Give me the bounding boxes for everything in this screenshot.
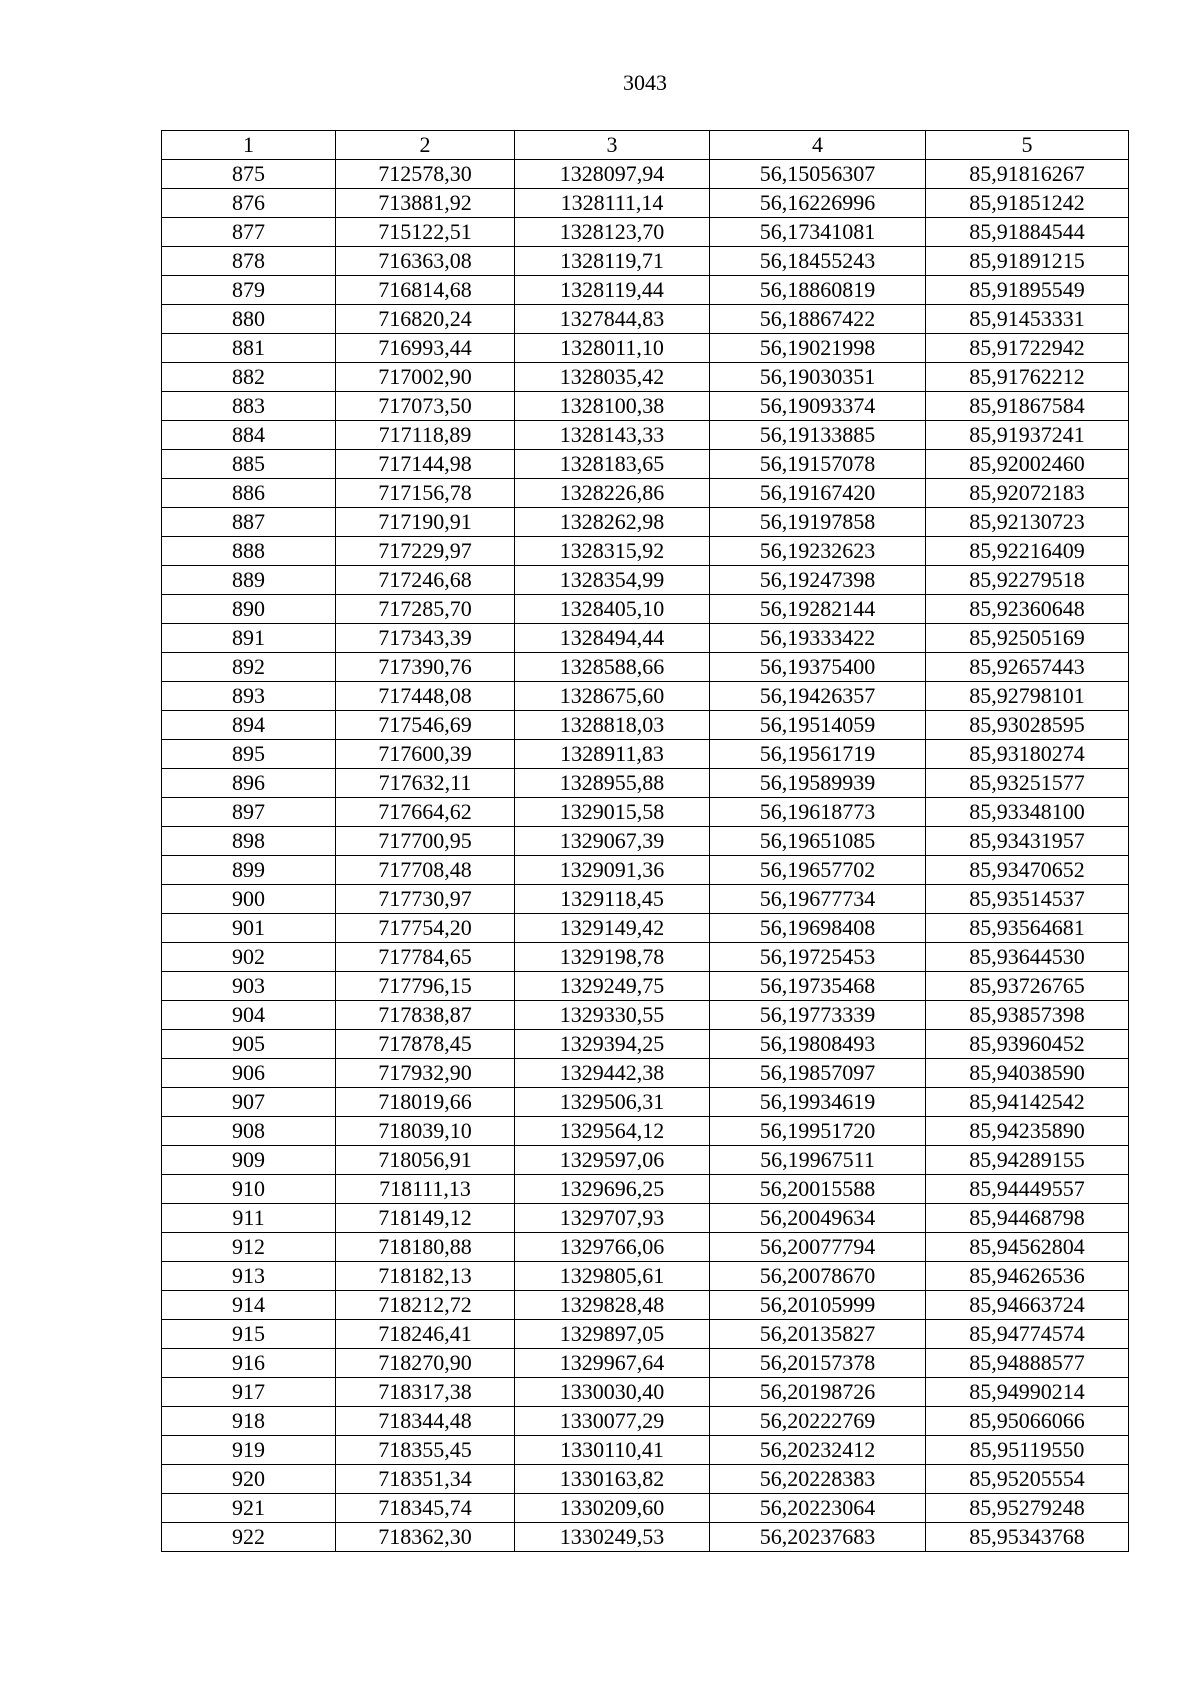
table-row — [162, 798, 1129, 827]
table-cell-col-5: 85,91891215 — [926, 247, 1129, 276]
table-cell-col-1: 884 — [162, 421, 336, 450]
table-cell-col-4: 56,19651085 — [710, 827, 926, 856]
table-row — [162, 1088, 1129, 1117]
table-cell-col-5: 85,93726765 — [926, 972, 1129, 1001]
table-cell-col-3: 1328315,92 — [515, 537, 710, 566]
table-cell-col-1: 879 — [162, 276, 336, 305]
table-cell-col-2: 718149,12 — [336, 1204, 515, 1233]
table-cell-col-2: 717190,91 — [336, 508, 515, 537]
table-cell-col-2: 717664,62 — [336, 798, 515, 827]
table-cell-col-3: 1329707,93 — [515, 1204, 710, 1233]
table-cell-col-4: 56,19426357 — [710, 682, 926, 711]
table-cell-col-4: 56,19514059 — [710, 711, 926, 740]
table-cell-col-3: 1329597,06 — [515, 1146, 710, 1175]
table-cell-col-2: 715122,51 — [336, 218, 515, 247]
table-cell-col-3: 1328354,99 — [515, 566, 710, 595]
table-cell-col-3: 1328143,33 — [515, 421, 710, 450]
table-row — [162, 856, 1129, 885]
table-cell-col-3: 1328262,98 — [515, 508, 710, 537]
page-number: 3043 — [623, 70, 667, 95]
table-cell-col-4: 56,19951720 — [710, 1117, 926, 1146]
table-cell-col-5: 85,91895549 — [926, 276, 1129, 305]
table-cell-col-2: 718344,48 — [336, 1407, 515, 1436]
table-row — [162, 653, 1129, 682]
table-cell-col-2: 717285,70 — [336, 595, 515, 624]
table-cell-col-5: 85,94468798 — [926, 1204, 1129, 1233]
table-cell-col-1: 895 — [162, 740, 336, 769]
table-cell-col-4: 56,19657702 — [710, 856, 926, 885]
table-cell-col-4: 56,19725453 — [710, 943, 926, 972]
table-cell-col-3: 1329198,78 — [515, 943, 710, 972]
table-cell-col-4: 56,19677734 — [710, 885, 926, 914]
table-row — [162, 711, 1129, 740]
table-cell-col-1: 911 — [162, 1204, 336, 1233]
column-header-4: 4 — [710, 131, 926, 160]
table-cell-col-3: 1329967,64 — [515, 1349, 710, 1378]
table-row — [162, 827, 1129, 856]
table-cell-col-2: 717246,68 — [336, 566, 515, 595]
table-cell-col-4: 56,20228383 — [710, 1465, 926, 1494]
table-cell-col-4: 56,19773339 — [710, 1001, 926, 1030]
table-cell-col-3: 1328111,14 — [515, 189, 710, 218]
table-cell-col-1: 897 — [162, 798, 336, 827]
table-cell-col-2: 717878,45 — [336, 1030, 515, 1059]
table-cell-col-3: 1329067,39 — [515, 827, 710, 856]
table-cell-col-5: 85,94235890 — [926, 1117, 1129, 1146]
table-cell-col-2: 717932,90 — [336, 1059, 515, 1088]
table-cell-col-4: 56,20222769 — [710, 1407, 926, 1436]
table-row — [162, 1233, 1129, 1262]
table-cell-col-5: 85,91867584 — [926, 392, 1129, 421]
table-cell-col-5: 85,93857398 — [926, 1001, 1129, 1030]
table-cell-col-5: 85,92130723 — [926, 508, 1129, 537]
coordinates-table — [161, 130, 1129, 1552]
table-cell-col-5: 85,92216409 — [926, 537, 1129, 566]
table-cell-col-2: 718182,13 — [336, 1262, 515, 1291]
table-cell-col-1: 904 — [162, 1001, 336, 1030]
table-row — [162, 1175, 1129, 1204]
table-cell-col-5: 85,92002460 — [926, 450, 1129, 479]
table-cell-col-2: 717144,98 — [336, 450, 515, 479]
table-cell-col-3: 1328588,66 — [515, 653, 710, 682]
table-cell-col-1: 900 — [162, 885, 336, 914]
table-cell-col-2: 712578,30 — [336, 160, 515, 189]
column-header-1: 1 — [162, 131, 336, 160]
table-cell-col-5: 85,91851242 — [926, 189, 1129, 218]
table-cell-col-2: 717229,97 — [336, 537, 515, 566]
table-cell-col-1: 913 — [162, 1262, 336, 1291]
table-row — [162, 1001, 1129, 1030]
table-cell-col-2: 716993,44 — [336, 334, 515, 363]
table-cell-col-2: 718212,72 — [336, 1291, 515, 1320]
table-cell-col-3: 1329766,06 — [515, 1233, 710, 1262]
table-row — [162, 1349, 1129, 1378]
table-cell-col-3: 1328119,44 — [515, 276, 710, 305]
table-cell-col-5: 85,92798101 — [926, 682, 1129, 711]
table-row — [162, 334, 1129, 363]
table-row — [162, 1262, 1129, 1291]
table-cell-col-1: 894 — [162, 711, 336, 740]
table-cell-col-1: 910 — [162, 1175, 336, 1204]
table-cell-col-5: 85,93431957 — [926, 827, 1129, 856]
table-cell-col-3: 1328911,83 — [515, 740, 710, 769]
table-cell-col-5: 85,94990214 — [926, 1378, 1129, 1407]
table-cell-col-3: 1329330,55 — [515, 1001, 710, 1030]
table-cell-col-1: 878 — [162, 247, 336, 276]
table-row — [162, 943, 1129, 972]
table-cell-col-1: 917 — [162, 1378, 336, 1407]
table-cell-col-4: 56,19618773 — [710, 798, 926, 827]
table-row — [162, 1523, 1129, 1552]
table-cell-col-2: 718317,38 — [336, 1378, 515, 1407]
table-cell-col-2: 718345,74 — [336, 1494, 515, 1523]
table-cell-col-4: 56,19133885 — [710, 421, 926, 450]
table-cell-col-2: 718180,88 — [336, 1233, 515, 1262]
table-cell-col-4: 56,19247398 — [710, 566, 926, 595]
table-cell-col-1: 876 — [162, 189, 336, 218]
table-cell-col-1: 921 — [162, 1494, 336, 1523]
table-cell-col-5: 85,93564681 — [926, 914, 1129, 943]
table-cell-col-1: 898 — [162, 827, 336, 856]
table-cell-col-1: 886 — [162, 479, 336, 508]
table-cell-col-2: 717708,48 — [336, 856, 515, 885]
table-cell-col-5: 85,92360648 — [926, 595, 1129, 624]
table-cell-col-4: 56,19375400 — [710, 653, 926, 682]
table-cell-col-1: 877 — [162, 218, 336, 247]
table-cell-col-1: 899 — [162, 856, 336, 885]
table-cell-col-4: 56,19698408 — [710, 914, 926, 943]
table-cell-col-5: 85,93028595 — [926, 711, 1129, 740]
table-cell-col-5: 85,94774574 — [926, 1320, 1129, 1349]
table-row — [162, 450, 1129, 479]
table-cell-col-3: 1330077,29 — [515, 1407, 710, 1436]
table-cell-col-1: 887 — [162, 508, 336, 537]
table-cell-col-1: 908 — [162, 1117, 336, 1146]
table-cell-col-3: 1328494,44 — [515, 624, 710, 653]
table-cell-col-1: 912 — [162, 1233, 336, 1262]
table-row — [162, 682, 1129, 711]
table-cell-col-1: 885 — [162, 450, 336, 479]
table-cell-col-2: 718111,13 — [336, 1175, 515, 1204]
table-row — [162, 1465, 1129, 1494]
table-header — [162, 131, 1129, 160]
table-cell-col-4: 56,19197858 — [710, 508, 926, 537]
table-cell-col-4: 56,19157078 — [710, 450, 926, 479]
table-row — [162, 363, 1129, 392]
table-row — [162, 1030, 1129, 1059]
header-row — [162, 131, 1129, 160]
table-cell-col-4: 56,19808493 — [710, 1030, 926, 1059]
table-row — [162, 1291, 1129, 1320]
table-cell-col-2: 717796,15 — [336, 972, 515, 1001]
table-body — [162, 160, 1129, 1552]
table-cell-col-2: 717754,20 — [336, 914, 515, 943]
table-cell-col-3: 1329015,58 — [515, 798, 710, 827]
table-cell-col-1: 916 — [162, 1349, 336, 1378]
table-cell-col-5: 85,94663724 — [926, 1291, 1129, 1320]
table-row — [162, 218, 1129, 247]
table-row — [162, 276, 1129, 305]
table-cell-col-2: 718039,10 — [336, 1117, 515, 1146]
table-row — [162, 914, 1129, 943]
table-cell-col-2: 716363,08 — [336, 247, 515, 276]
table-cell-col-1: 891 — [162, 624, 336, 653]
table-cell-col-1: 888 — [162, 537, 336, 566]
table-cell-col-4: 56,20198726 — [710, 1378, 926, 1407]
table-cell-col-5: 85,93644530 — [926, 943, 1129, 972]
table-cell-col-5: 85,93251577 — [926, 769, 1129, 798]
table-cell-col-5: 85,94142542 — [926, 1088, 1129, 1117]
table-cell-col-3: 1328035,42 — [515, 363, 710, 392]
table-cell-col-4: 56,20015588 — [710, 1175, 926, 1204]
table-cell-col-2: 718246,41 — [336, 1320, 515, 1349]
table-row — [162, 392, 1129, 421]
table-cell-col-1: 922 — [162, 1523, 336, 1552]
table-row — [162, 885, 1129, 914]
table-cell-col-5: 85,93960452 — [926, 1030, 1129, 1059]
table-cell-col-2: 718019,66 — [336, 1088, 515, 1117]
table-cell-col-3: 1328097,94 — [515, 160, 710, 189]
table-cell-col-3: 1329118,45 — [515, 885, 710, 914]
table-cell-col-4: 56,20049634 — [710, 1204, 926, 1233]
table-cell-col-1: 881 — [162, 334, 336, 363]
table-cell-col-3: 1328405,10 — [515, 595, 710, 624]
table-cell-col-1: 905 — [162, 1030, 336, 1059]
table-cell-col-4: 56,19167420 — [710, 479, 926, 508]
table-cell-col-4: 56,19561719 — [710, 740, 926, 769]
table-cell-col-3: 1330163,82 — [515, 1465, 710, 1494]
table-cell-col-3: 1329394,25 — [515, 1030, 710, 1059]
table-cell-col-4: 56,20223064 — [710, 1494, 926, 1523]
table-cell-col-3: 1328011,10 — [515, 334, 710, 363]
table-cell-col-3: 1329149,42 — [515, 914, 710, 943]
table-cell-col-3: 1328818,03 — [515, 711, 710, 740]
table-cell-col-5: 85,92505169 — [926, 624, 1129, 653]
table-cell-col-5: 85,95066066 — [926, 1407, 1129, 1436]
table-cell-col-2: 717784,65 — [336, 943, 515, 972]
table-row — [162, 566, 1129, 595]
table-cell-col-4: 56,19589939 — [710, 769, 926, 798]
table-cell-col-5: 85,91453331 — [926, 305, 1129, 334]
table-cell-col-1: 907 — [162, 1088, 336, 1117]
table-cell-col-2: 717730,97 — [336, 885, 515, 914]
table-cell-col-4: 56,18867422 — [710, 305, 926, 334]
table-cell-col-3: 1328955,88 — [515, 769, 710, 798]
table-cell-col-1: 892 — [162, 653, 336, 682]
table-cell-col-4: 56,20078670 — [710, 1262, 926, 1291]
table-cell-col-5: 85,94562804 — [926, 1233, 1129, 1262]
table-cell-col-3: 1330110,41 — [515, 1436, 710, 1465]
table-cell-col-5: 85,91722942 — [926, 334, 1129, 363]
table-row — [162, 189, 1129, 218]
table-cell-col-3: 1328119,71 — [515, 247, 710, 276]
table-cell-col-1: 903 — [162, 972, 336, 1001]
table-cell-col-2: 717700,95 — [336, 827, 515, 856]
table-cell-col-3: 1329442,38 — [515, 1059, 710, 1088]
table-row — [162, 624, 1129, 653]
table-row — [162, 1117, 1129, 1146]
table-cell-col-5: 85,91816267 — [926, 160, 1129, 189]
table-cell-col-5: 85,92279518 — [926, 566, 1129, 595]
table-cell-col-2: 718056,91 — [336, 1146, 515, 1175]
table-cell-col-5: 85,93180274 — [926, 740, 1129, 769]
table-cell-col-2: 716820,24 — [336, 305, 515, 334]
table-cell-col-2: 717156,78 — [336, 479, 515, 508]
table-cell-col-5: 85,92072183 — [926, 479, 1129, 508]
table-cell-col-5: 85,94888577 — [926, 1349, 1129, 1378]
table-cell-col-2: 718270,90 — [336, 1349, 515, 1378]
table-cell-col-3: 1327844,83 — [515, 305, 710, 334]
table-cell-col-4: 56,20105999 — [710, 1291, 926, 1320]
table-cell-col-5: 85,94449557 — [926, 1175, 1129, 1204]
table-cell-col-1: 906 — [162, 1059, 336, 1088]
table-row — [162, 1059, 1129, 1088]
table-cell-col-3: 1329696,25 — [515, 1175, 710, 1204]
table-cell-col-5: 85,92657443 — [926, 653, 1129, 682]
table-cell-col-3: 1328226,86 — [515, 479, 710, 508]
table-cell-col-2: 717600,39 — [336, 740, 515, 769]
table-cell-col-4: 56,18860819 — [710, 276, 926, 305]
table-cell-col-5: 85,95205554 — [926, 1465, 1129, 1494]
table-cell-col-1: 919 — [162, 1436, 336, 1465]
table-row — [162, 1407, 1129, 1436]
table-cell-col-2: 718355,45 — [336, 1436, 515, 1465]
table-cell-col-1: 883 — [162, 392, 336, 421]
table-row — [162, 740, 1129, 769]
table-cell-col-3: 1330209,60 — [515, 1494, 710, 1523]
table-cell-col-5: 85,94038590 — [926, 1059, 1129, 1088]
table-cell-col-4: 56,19282144 — [710, 595, 926, 624]
table-cell-col-3: 1329506,31 — [515, 1088, 710, 1117]
table-cell-col-4: 56,19333422 — [710, 624, 926, 653]
table-cell-col-1: 920 — [162, 1465, 336, 1494]
table-cell-col-3: 1329249,75 — [515, 972, 710, 1001]
table-cell-col-4: 56,19093374 — [710, 392, 926, 421]
table-row — [162, 479, 1129, 508]
table-cell-col-2: 716814,68 — [336, 276, 515, 305]
table-cell-col-3: 1328123,70 — [515, 218, 710, 247]
table-row — [162, 1436, 1129, 1465]
table-cell-col-1: 918 — [162, 1407, 336, 1436]
table-cell-col-4: 56,19934619 — [710, 1088, 926, 1117]
table-cell-col-1: 909 — [162, 1146, 336, 1175]
table-row — [162, 769, 1129, 798]
table-cell-col-5: 85,93348100 — [926, 798, 1129, 827]
table-cell-col-3: 1330249,53 — [515, 1523, 710, 1552]
table-cell-col-1: 914 — [162, 1291, 336, 1320]
table-cell-col-4: 56,20135827 — [710, 1320, 926, 1349]
column-header-2: 2 — [336, 131, 515, 160]
table-cell-col-3: 1329805,61 — [515, 1262, 710, 1291]
table-cell-col-1: 890 — [162, 595, 336, 624]
table-cell-col-3: 1328675,60 — [515, 682, 710, 711]
table-row — [162, 1494, 1129, 1523]
table-cell-col-2: 717390,76 — [336, 653, 515, 682]
table-cell-col-2: 717838,87 — [336, 1001, 515, 1030]
table-cell-col-1: 889 — [162, 566, 336, 595]
table-row — [162, 1146, 1129, 1175]
table-cell-col-4: 56,15056307 — [710, 160, 926, 189]
table-cell-col-4: 56,18455243 — [710, 247, 926, 276]
table-row — [162, 595, 1129, 624]
table-row — [162, 1320, 1129, 1349]
table-row — [162, 421, 1129, 450]
table-cell-col-3: 1328100,38 — [515, 392, 710, 421]
column-header-5: 5 — [926, 131, 1129, 160]
table-cell-col-4: 56,19967511 — [710, 1146, 926, 1175]
table-cell-col-4: 56,19735468 — [710, 972, 926, 1001]
table-cell-col-5: 85,91884544 — [926, 218, 1129, 247]
table-cell-col-1: 893 — [162, 682, 336, 711]
table-cell-col-2: 717343,39 — [336, 624, 515, 653]
table-cell-col-4: 56,20077794 — [710, 1233, 926, 1262]
table-cell-col-4: 56,17341081 — [710, 218, 926, 247]
table-cell-col-1: 875 — [162, 160, 336, 189]
table-row — [162, 305, 1129, 334]
table-cell-col-5: 85,93514537 — [926, 885, 1129, 914]
table-cell-col-5: 85,95279248 — [926, 1494, 1129, 1523]
table-cell-col-2: 717546,69 — [336, 711, 515, 740]
table-cell-col-3: 1329091,36 — [515, 856, 710, 885]
table-cell-col-4: 56,20232412 — [710, 1436, 926, 1465]
table-cell-col-2: 718362,30 — [336, 1523, 515, 1552]
table-cell-col-5: 85,91762212 — [926, 363, 1129, 392]
table-cell-col-3: 1329897,05 — [515, 1320, 710, 1349]
table-cell-col-3: 1329564,12 — [515, 1117, 710, 1146]
table-cell-col-2: 717632,11 — [336, 769, 515, 798]
table-cell-col-1: 915 — [162, 1320, 336, 1349]
table-cell-col-4: 56,16226996 — [710, 189, 926, 218]
table-row — [162, 160, 1129, 189]
table-cell-col-5: 85,95343768 — [926, 1523, 1129, 1552]
table-cell-col-3: 1328183,65 — [515, 450, 710, 479]
table-cell-col-4: 56,20157378 — [710, 1349, 926, 1378]
table-row — [162, 1378, 1129, 1407]
table-cell-col-4: 56,19030351 — [710, 363, 926, 392]
column-header-3: 3 — [515, 131, 710, 160]
table-cell-col-2: 718351,34 — [336, 1465, 515, 1494]
table-cell-col-5: 85,93470652 — [926, 856, 1129, 885]
table-cell-col-3: 1329828,48 — [515, 1291, 710, 1320]
table-cell-col-1: 882 — [162, 363, 336, 392]
table-cell-col-2: 717002,90 — [336, 363, 515, 392]
table-cell-col-4: 56,19232623 — [710, 537, 926, 566]
table-cell-col-4: 56,19857097 — [710, 1059, 926, 1088]
table-row — [162, 537, 1129, 566]
table-cell-col-5: 85,94626536 — [926, 1262, 1129, 1291]
table-row — [162, 1204, 1129, 1233]
table-cell-col-2: 717073,50 — [336, 392, 515, 421]
table-cell-col-2: 717448,08 — [336, 682, 515, 711]
table-cell-col-1: 901 — [162, 914, 336, 943]
table-cell-col-1: 902 — [162, 943, 336, 972]
table-cell-col-3: 1330030,40 — [515, 1378, 710, 1407]
table-row — [162, 972, 1129, 1001]
table-cell-col-1: 880 — [162, 305, 336, 334]
table-cell-col-5: 85,94289155 — [926, 1146, 1129, 1175]
table-cell-col-2: 713881,92 — [336, 189, 515, 218]
table-cell-col-4: 56,20237683 — [710, 1523, 926, 1552]
table-cell-col-4: 56,19021998 — [710, 334, 926, 363]
table-cell-col-5: 85,91937241 — [926, 421, 1129, 450]
table-cell-col-1: 896 — [162, 769, 336, 798]
table-row — [162, 508, 1129, 537]
table-cell-col-2: 717118,89 — [336, 421, 515, 450]
table-row — [162, 247, 1129, 276]
table-cell-col-5: 85,95119550 — [926, 1436, 1129, 1465]
